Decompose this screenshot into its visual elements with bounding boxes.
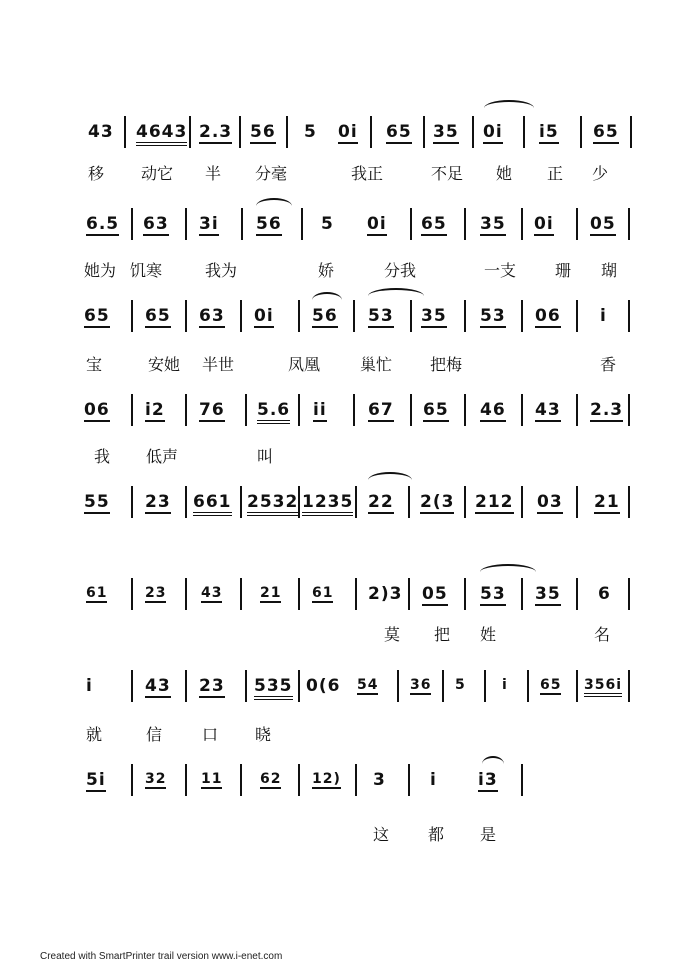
score-row-5 — [0, 486, 690, 526]
lyric: 我正 — [351, 164, 384, 183]
lyric: 姓 — [480, 625, 497, 644]
lyric: 半 — [205, 164, 222, 183]
bar-line — [298, 394, 300, 426]
note-group: 3 — [373, 770, 386, 790]
note-group: 46 — [480, 400, 506, 420]
lyric: 是 — [480, 825, 497, 844]
note-group: 356i — [584, 678, 622, 697]
bar-line — [185, 764, 187, 796]
bar-line — [124, 116, 126, 148]
score-row-6 — [0, 578, 690, 618]
note-group: 0i — [338, 122, 358, 142]
bar-line — [239, 116, 241, 148]
lyrics-row-8 — [0, 822, 690, 844]
slur — [368, 472, 412, 488]
score-row-7 — [0, 670, 690, 710]
bar-line — [240, 764, 242, 796]
bar-line — [521, 208, 523, 240]
bar-line — [185, 578, 187, 610]
slur — [256, 198, 292, 214]
bar-line — [521, 300, 523, 332]
note-group: 53 — [480, 306, 506, 326]
bar-line — [131, 486, 133, 518]
note-group: 65 — [145, 306, 171, 326]
bar-line — [410, 394, 412, 426]
note-group: 32 — [145, 771, 167, 787]
note-group: 21 — [594, 492, 620, 512]
bar-line — [185, 670, 187, 702]
note-group: 0i — [534, 214, 554, 234]
bar-line — [298, 764, 300, 796]
note-group: 661 — [193, 494, 232, 516]
lyrics-row-3 — [0, 352, 690, 374]
bar-line — [131, 208, 133, 240]
lyric: 半世 — [202, 355, 235, 374]
note-group: 23 — [145, 585, 167, 601]
bar-line — [464, 394, 466, 426]
lyric: 瑚 — [601, 261, 618, 280]
bar-line — [442, 670, 444, 702]
note-group: 55 — [84, 492, 110, 512]
note-group: 5 — [455, 677, 466, 693]
bar-line — [355, 578, 357, 610]
note-group: 67 — [368, 400, 394, 420]
note-group: 11 — [201, 771, 223, 787]
note-group: i — [86, 676, 93, 696]
bar-line — [408, 486, 410, 518]
note-group: 35 — [421, 306, 447, 326]
note-group: 43 — [535, 400, 561, 420]
bar-line — [353, 394, 355, 426]
bar-line — [189, 116, 191, 148]
bar-line — [185, 394, 187, 426]
lyric: 把 — [434, 625, 451, 644]
lyrics-row-1 — [0, 161, 690, 183]
note-group: 22 — [368, 492, 394, 512]
lyric: 低声 — [146, 447, 179, 466]
note-group: 43 — [145, 676, 171, 696]
note-group: 54 — [357, 677, 379, 693]
lyric: 分我 — [384, 261, 417, 280]
note-group: 76 — [199, 400, 225, 420]
bar-line — [580, 116, 582, 148]
note-group: 0i — [367, 214, 387, 234]
note-group: 56 — [312, 306, 338, 326]
bar-line — [301, 208, 303, 240]
lyric: 安她 — [148, 355, 181, 374]
note-group: 6.5 — [86, 214, 120, 234]
bar-line — [630, 116, 632, 148]
note-group: 21 — [260, 585, 282, 601]
bar-line — [521, 578, 523, 610]
note-group: 2(3 — [420, 492, 455, 512]
slur — [368, 288, 424, 304]
lyric: 我为 — [205, 261, 238, 280]
lyric: 少 — [592, 164, 609, 183]
bar-line — [521, 486, 523, 518]
note-group: 63 — [199, 306, 225, 326]
note-group: 62 — [260, 771, 282, 787]
lyric: 分毫 — [255, 164, 288, 183]
bar-line — [464, 486, 466, 518]
note-group: 43 — [201, 585, 223, 601]
bar-line — [131, 764, 133, 796]
lyric: 娇 — [318, 261, 335, 280]
note-group: 65 — [84, 306, 110, 326]
note-group: 65 — [593, 122, 619, 142]
note-group: i2 — [145, 400, 165, 420]
note-group: i5 — [539, 122, 559, 142]
note-group: 2.3 — [590, 400, 624, 420]
lyric: 就 — [86, 725, 103, 744]
note-group: 2.3 — [199, 122, 233, 142]
lyric: 移 — [88, 164, 105, 183]
bar-line — [521, 764, 523, 796]
bar-line — [185, 486, 187, 518]
note-group: 06 — [84, 400, 110, 420]
bar-line — [628, 578, 630, 610]
bar-line — [423, 116, 425, 148]
note-group: 06 — [535, 306, 561, 326]
lyric: 巢忙 — [360, 355, 393, 374]
lyric: 她 — [496, 164, 513, 183]
bar-line — [298, 300, 300, 332]
lyric: 口 — [202, 725, 219, 744]
note-group: 53 — [368, 306, 394, 326]
bar-line — [628, 394, 630, 426]
bar-line — [410, 300, 412, 332]
bar-line — [527, 670, 529, 702]
bar-line — [298, 486, 300, 518]
note-group: i — [502, 677, 508, 693]
slur — [484, 100, 534, 116]
lyrics-row-6 — [0, 622, 690, 644]
bar-line — [185, 300, 187, 332]
bar-line — [576, 578, 578, 610]
lyric: 叫 — [257, 447, 274, 466]
note-group: 35 — [535, 584, 561, 604]
bar-line — [397, 670, 399, 702]
lyric: 饥寒 — [130, 261, 163, 280]
note-group: 3i — [199, 214, 219, 234]
bar-line — [298, 578, 300, 610]
bar-line — [628, 486, 630, 518]
bar-line — [521, 394, 523, 426]
bar-line — [576, 300, 578, 332]
note-group: ii — [313, 400, 327, 420]
note-group: 65 — [423, 400, 449, 420]
bar-line — [131, 394, 133, 426]
note-group: 0(6 — [306, 676, 341, 696]
bar-line — [241, 208, 243, 240]
lyric: 宝 — [86, 355, 103, 374]
lyric: 莫 — [384, 625, 401, 644]
footer-watermark: Created with SmartPrinter trail version www.i-enet.com — [40, 951, 283, 962]
bar-line — [472, 116, 474, 148]
score-row-3 — [0, 300, 690, 340]
bar-line — [185, 208, 187, 240]
bar-line — [523, 116, 525, 148]
note-group: 05 — [590, 214, 616, 234]
bar-line — [131, 670, 133, 702]
bar-line — [410, 208, 412, 240]
bar-line — [298, 670, 300, 702]
lyric: 把梅 — [430, 355, 463, 374]
score-row-4 — [0, 394, 690, 434]
bar-line — [576, 670, 578, 702]
lyrics-row-4 — [0, 444, 690, 466]
note-group: 35 — [433, 122, 459, 142]
score-row-2 — [0, 208, 690, 248]
note-group: 5 — [304, 122, 317, 142]
note-group: 65 — [421, 214, 447, 234]
lyric: 我 — [94, 447, 111, 466]
note-group: 65 — [540, 677, 562, 693]
score-row-1 — [0, 116, 690, 156]
bar-line — [464, 578, 466, 610]
note-group: 56 — [256, 214, 282, 234]
note-group: 23 — [199, 676, 225, 696]
lyric: 这 — [373, 825, 390, 844]
bar-line — [628, 670, 630, 702]
note-group: i3 — [478, 770, 498, 790]
note-group: 36 — [410, 677, 432, 693]
note-group: 2)3 — [368, 584, 403, 604]
bar-line — [131, 578, 133, 610]
bar-line — [628, 208, 630, 240]
lyric: 不足 — [431, 164, 464, 183]
lyrics-row-7 — [0, 722, 690, 744]
bar-line — [353, 300, 355, 332]
bar-line — [576, 394, 578, 426]
lyric: 动它 — [141, 164, 174, 183]
lyric: 凤凰 — [288, 355, 321, 374]
bar-line — [240, 578, 242, 610]
note-group: 4643 — [136, 124, 187, 146]
bar-line — [131, 300, 133, 332]
note-group: 61 — [312, 585, 334, 601]
lyric: 都 — [428, 825, 445, 844]
bar-line — [240, 300, 242, 332]
note-group: 12) — [312, 771, 341, 787]
note-group: 03 — [537, 492, 563, 512]
bar-line — [464, 208, 466, 240]
bar-line — [628, 300, 630, 332]
note-group: 0i — [483, 122, 503, 142]
bar-line — [576, 208, 578, 240]
note-group: 56 — [250, 122, 276, 142]
bar-line — [286, 116, 288, 148]
bar-line — [408, 578, 410, 610]
lyric: 一支 — [484, 261, 517, 280]
score-row-8 — [0, 764, 690, 804]
bar-line — [245, 394, 247, 426]
bar-line — [240, 486, 242, 518]
note-group: 63 — [143, 214, 169, 234]
note-group: 65 — [386, 122, 412, 142]
lyrics-row-2 — [0, 258, 690, 280]
note-group: 1235 — [302, 494, 353, 516]
note-group: 6 — [598, 584, 611, 604]
bar-line — [355, 764, 357, 796]
note-group: 05 — [422, 584, 448, 604]
note-group: 35 — [480, 214, 506, 234]
bar-line — [408, 764, 410, 796]
bar-line — [355, 486, 357, 518]
bar-line — [484, 670, 486, 702]
note-group: 53 — [480, 584, 506, 604]
note-group: 23 — [145, 492, 171, 512]
note-group: 5.6 — [257, 402, 290, 424]
lyric: 信 — [146, 725, 163, 744]
bar-line — [464, 300, 466, 332]
lyric: 香 — [600, 355, 617, 374]
lyric: 晓 — [255, 725, 272, 744]
note-group: 43 — [88, 122, 114, 142]
note-group: 535 — [254, 678, 293, 700]
lyric: 珊 — [555, 261, 572, 280]
note-group: 2532 — [247, 494, 298, 516]
note-group: 5 — [321, 214, 334, 234]
bar-line — [576, 486, 578, 518]
note-group: i — [430, 770, 437, 790]
note-group: i — [600, 306, 607, 326]
note-group: 212 — [475, 492, 514, 512]
lyric: 她为 — [84, 261, 117, 280]
note-group: 0i — [254, 306, 274, 326]
lyric: 名 — [594, 625, 611, 644]
bar-line — [370, 116, 372, 148]
slur — [480, 564, 536, 580]
note-group: 5i — [86, 770, 106, 790]
bar-line — [245, 670, 247, 702]
note-group: 61 — [86, 585, 108, 601]
lyric: 正 — [547, 164, 564, 183]
